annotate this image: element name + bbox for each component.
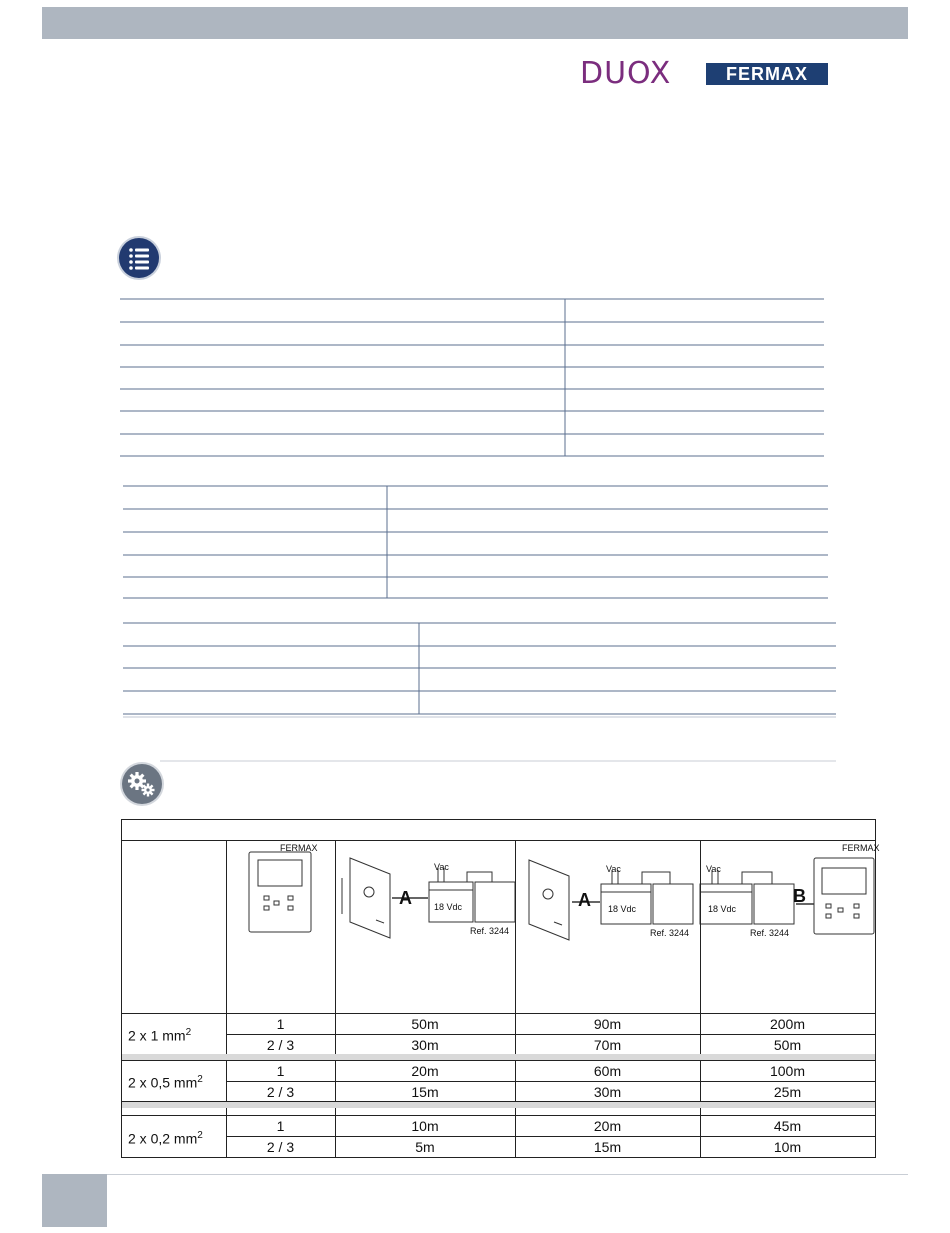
table-cell: 10m [773, 1139, 802, 1155]
column-divider [515, 840, 516, 1157]
fermax-logo: FERMAX [706, 63, 828, 85]
table-cell: 30m [411, 1037, 439, 1053]
psu-voltage-label-2: 18 Vdc [608, 904, 637, 914]
table-cell: 1 [276, 1063, 285, 1079]
table-cell: 45m [773, 1118, 802, 1134]
column-divider [335, 840, 336, 1157]
column-divider [226, 840, 227, 1157]
diagram-letter-b: B [793, 886, 806, 906]
section-gap [122, 1102, 875, 1108]
table-cell: 20m [411, 1063, 439, 1079]
table-cell: 25m [773, 1084, 802, 1100]
table-cell: 20m [593, 1118, 622, 1134]
cable-section-label: 2 x 0,2 $mm^2$ [128, 1130, 203, 1147]
psu-ref-label-3: Ref. 3244 [750, 928, 790, 938]
table-cell: 15m [411, 1084, 439, 1100]
table-cell: 50m [773, 1037, 802, 1053]
table-cell: 1 [276, 1118, 285, 1134]
table-cell: 10m [411, 1118, 439, 1134]
table-cell: 15m [593, 1139, 622, 1155]
installation-diagrams [122, 840, 880, 1014]
psu-ref-label-2: Ref. 3244 [650, 928, 690, 938]
page-number-block [42, 1174, 107, 1227]
psu-voltage-label-1: 18 Vdc [434, 902, 463, 912]
table-cell: 30m [593, 1084, 622, 1100]
psu-voltage-label-3: 18 Vdc [708, 904, 737, 914]
table-cell: 100m [769, 1063, 806, 1079]
cable-section-label: 2 x 1 $mm^2$ [128, 1027, 192, 1044]
psu-ref-label-1: Ref. 3244 [470, 926, 510, 936]
monitor-brand-label-2: FERMAX [842, 843, 880, 853]
footer-divider [107, 1174, 908, 1175]
table-cell: 90m [593, 1016, 622, 1032]
table-cell: 60m [593, 1063, 622, 1079]
monitor-brand-label: FERMAX [280, 843, 318, 853]
table-cell: 200m [769, 1016, 806, 1032]
table-cell: 2 / 3 [266, 1037, 295, 1053]
diagram-letter-a2: A [578, 890, 591, 910]
column-divider [700, 840, 701, 1157]
psu-terminal-label-1: Vac [434, 862, 449, 872]
table-cell: 50m [411, 1016, 439, 1032]
table-cell: 2 / 3 [266, 1139, 295, 1155]
diagram-letter-a1: A [399, 888, 412, 908]
table-cell: 1 [276, 1016, 285, 1032]
cable-distance-table [121, 819, 880, 1158]
cable-section-label: 2 x 0,5 $mm^2$ [128, 1074, 203, 1091]
duox-logo: DUOX [580, 56, 672, 91]
table-header-row [122, 820, 875, 841]
psu-terminal-label-3: Vac [706, 864, 721, 874]
gears-icon [122, 764, 162, 804]
table-cell: 2 / 3 [266, 1084, 295, 1100]
table-cell: 70m [593, 1037, 622, 1053]
table-cell: 5m [415, 1139, 435, 1155]
psu-terminal-label-2: Vac [606, 864, 621, 874]
